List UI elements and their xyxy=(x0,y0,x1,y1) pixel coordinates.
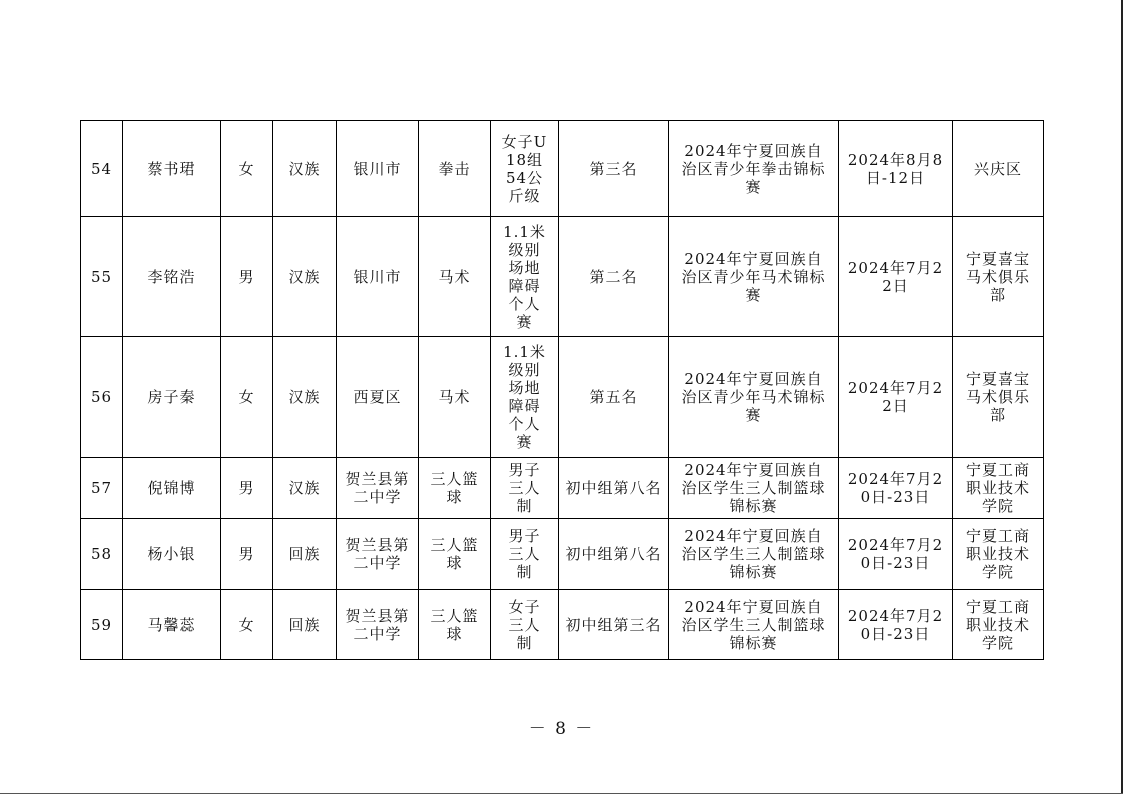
cell-sport: 马术 xyxy=(419,337,491,458)
cell-unit: 贺兰县第二中学 xyxy=(337,590,419,660)
cell-gender: 男 xyxy=(221,519,273,590)
cell-no: 58 xyxy=(81,519,123,590)
cell-competition: 2024年宁夏回族自治区青少年马术锦标赛 xyxy=(669,217,839,337)
cell-gender: 女 xyxy=(221,590,273,660)
cell-ethnicity: 回族 xyxy=(273,519,337,590)
cell-result: 第二名 xyxy=(559,217,669,337)
cell-sport: 三人篮球 xyxy=(419,458,491,519)
cell-gender: 男 xyxy=(221,458,273,519)
cell-name: 李铭浩 xyxy=(123,217,221,337)
cell-result: 第三名 xyxy=(559,121,669,217)
cell-event: 女子三人制 xyxy=(491,590,559,660)
cell-date: 2024年7月22日 xyxy=(839,217,953,337)
cell-unit: 贺兰县第二中学 xyxy=(337,458,419,519)
cell-gender: 男 xyxy=(221,217,273,337)
cell-date: 2024年8月8日-12日 xyxy=(839,121,953,217)
records-table xyxy=(80,120,1044,660)
cell-event: 1.1米级别场地障碍个人赛 xyxy=(491,337,559,458)
cell-ethnicity: 汉族 xyxy=(273,337,337,458)
cell-no: 55 xyxy=(81,217,123,337)
cell-date: 2024年7月22日 xyxy=(839,337,953,458)
cell-gender: 女 xyxy=(221,337,273,458)
cell-name: 马馨蕊 xyxy=(123,590,221,660)
cell-competition: 2024年宁夏回族自治区学生三人制篮球锦标赛 xyxy=(669,590,839,660)
cell-unit: 贺兰县第二中学 xyxy=(337,519,419,590)
cell-unit: 西夏区 xyxy=(337,337,419,458)
cell-sport: 马术 xyxy=(419,217,491,337)
cell-name: 倪锦博 xyxy=(123,458,221,519)
cell-no: 57 xyxy=(81,458,123,519)
cell-venue: 宁夏喜宝马术俱乐部 xyxy=(953,217,1044,337)
cell-venue: 兴庆区 xyxy=(953,121,1044,217)
cell-unit: 银川市 xyxy=(337,217,419,337)
cell-result: 初中组第三名 xyxy=(559,590,669,660)
cell-event: 1.1米级别场地障碍个人赛 xyxy=(491,217,559,337)
cell-name: 房子秦 xyxy=(123,337,221,458)
table-row xyxy=(81,590,1044,660)
cell-no: 56 xyxy=(81,337,123,458)
cell-venue: 宁夏工商职业技术学院 xyxy=(953,458,1044,519)
cell-date: 2024年7月20日-23日 xyxy=(839,519,953,590)
cell-gender: 女 xyxy=(221,121,273,217)
cell-sport: 三人篮球 xyxy=(419,590,491,660)
cell-date: 2024年7月20日-23日 xyxy=(839,458,953,519)
cell-venue: 宁夏工商职业技术学院 xyxy=(953,519,1044,590)
table-row xyxy=(81,217,1044,337)
cell-name: 蔡书珺 xyxy=(123,121,221,217)
table-row xyxy=(81,337,1044,458)
cell-unit: 银川市 xyxy=(337,121,419,217)
cell-sport: 三人篮球 xyxy=(419,519,491,590)
cell-ethnicity: 回族 xyxy=(273,590,337,660)
cell-competition: 2024年宁夏回族自治区青少年拳击锦标赛 xyxy=(669,121,839,217)
cell-venue: 宁夏喜宝马术俱乐部 xyxy=(953,337,1044,458)
cell-competition: 2024年宁夏回族自治区青少年马术锦标赛 xyxy=(669,337,839,458)
cell-sport: 拳击 xyxy=(419,121,491,217)
cell-ethnicity: 汉族 xyxy=(273,217,337,337)
cell-date: 2024年7月20日-23日 xyxy=(839,590,953,660)
cell-ethnicity: 汉族 xyxy=(273,121,337,217)
cell-event: 女子U18组54公斤级 xyxy=(491,121,559,217)
table-row xyxy=(81,458,1044,519)
cell-result: 第五名 xyxy=(559,337,669,458)
cell-event: 男子三人制 xyxy=(491,458,559,519)
cell-no: 54 xyxy=(81,121,123,217)
cell-ethnicity: 汉族 xyxy=(273,458,337,519)
cell-no: 59 xyxy=(81,590,123,660)
table-row xyxy=(81,121,1044,217)
cell-result: 初中组第八名 xyxy=(559,519,669,590)
cell-competition: 2024年宁夏回族自治区学生三人制篮球锦标赛 xyxy=(669,458,839,519)
table-row xyxy=(81,519,1044,590)
cell-competition: 2024年宁夏回族自治区学生三人制篮球锦标赛 xyxy=(669,519,839,590)
cell-event: 男子三人制 xyxy=(491,519,559,590)
cell-venue: 宁夏工商职业技术学院 xyxy=(953,590,1044,660)
cell-result: 初中组第八名 xyxy=(559,458,669,519)
cell-name: 杨小银 xyxy=(123,519,221,590)
page-number: － 8 － xyxy=(528,719,595,739)
